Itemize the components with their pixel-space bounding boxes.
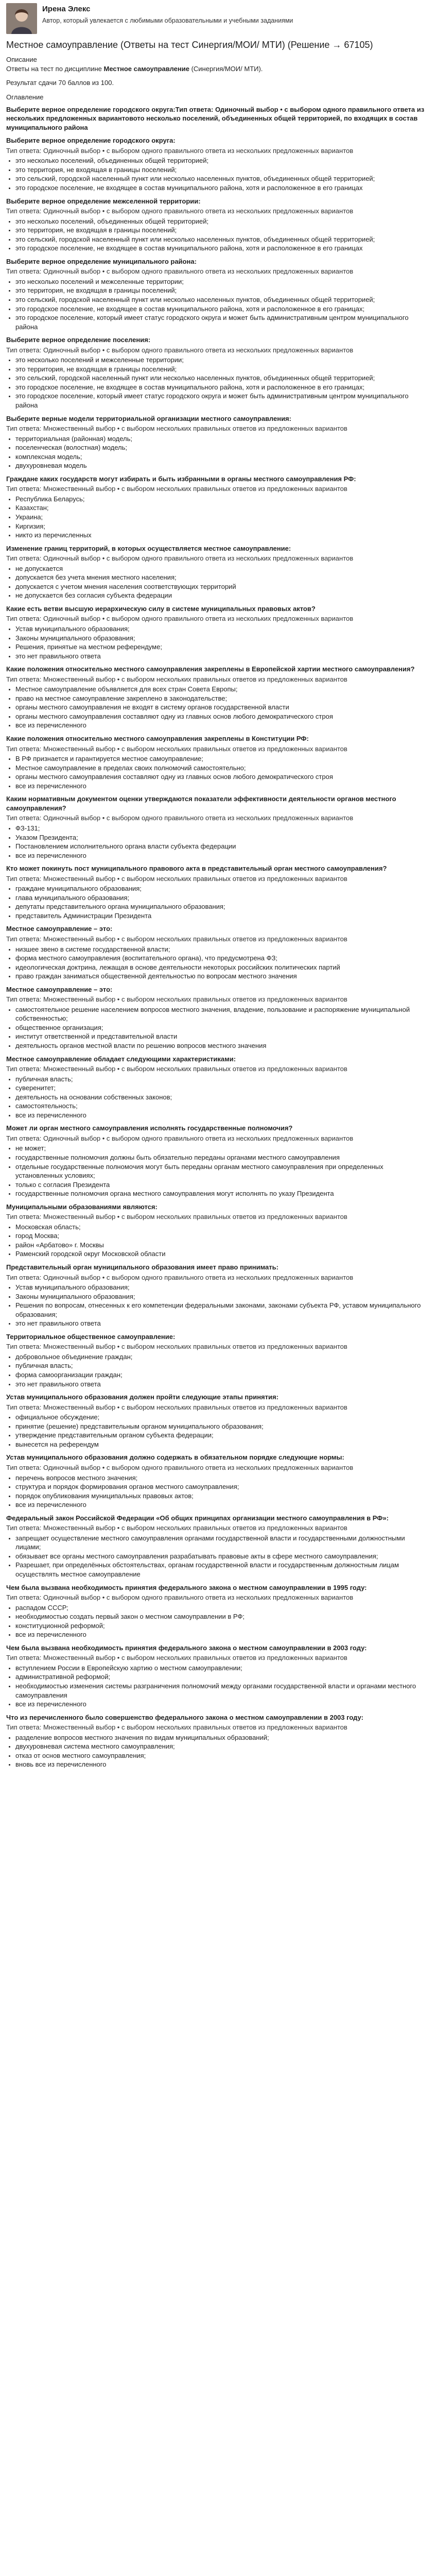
answer-option: • государственные полномочия должны быть обязательно переданы органами местного самоуправления: [15, 1153, 430, 1162]
answer-option: • не может;: [15, 1144, 430, 1153]
answer-type: Тип ответа: Множественный выбор • с выбором нескольких правильных ответов из предложенных вариантов: [6, 935, 347, 943]
answer-type: Тип ответа: Одиночный выбор • с выбором одного правильного ответа из нескольких предложенных вариантов: [6, 1594, 354, 1602]
answer-option: • Разрешает, при определённых обстоятельствах, органам государственной власти и государственным должностным лицам осуществлять местное самоуправление: [15, 1561, 430, 1579]
answer-option: • это нет правильного ответа: [15, 1319, 430, 1328]
question-block: [6, 794, 430, 860]
answer-option: • порядок опубликования муниципальных правовых актов;: [15, 1492, 430, 1501]
answer-option: • вступлением России в Европейскую хартию о местном самоуправлении;: [15, 1664, 430, 1673]
answer-type: Тип ответа: Одиночный выбор • с выбором одного правильного ответа из нескольких предложенных вариантов: [6, 814, 354, 822]
answer-option: • Местное самоуправление в пределах своих полномочий самостоятельно;: [15, 764, 430, 773]
question-block: [6, 1713, 430, 1769]
answer-option: • административной реформой;: [15, 1672, 430, 1682]
answer-option: • необходимостью создать первый закон о местном самоуправлении в РФ;: [15, 1612, 430, 1621]
answer-option: • представитель Администрации Президента: [15, 911, 430, 921]
answer-option: • идеологическая доктрина, лежащая в основе деятельности некоторых российских политических партий: [15, 963, 430, 972]
question-text: Граждане каких государств могут избирать и быть избранными в органы местного самоуправления РФ:: [6, 474, 356, 483]
answer-options: [6, 277, 430, 331]
description-label: Описание: [6, 56, 37, 64]
question-block: [6, 924, 430, 980]
answer-option: • все из перечисленного: [15, 851, 430, 860]
question-block: [6, 335, 430, 410]
answer-type: Тип ответа: Множественный выбор • с выбором нескольких правильных ответов из предложенных вариантов: [6, 995, 347, 1004]
answer-option: • комплексная модель;: [15, 452, 430, 462]
answer-type: Тип ответа: Одиночный выбор • с выбором одного правильного ответа из нескольких предложенных вариантов: [6, 346, 354, 354]
avatar-photo-icon: [6, 3, 37, 34]
question-text: Муниципальными образованиями являются:: [6, 1202, 158, 1211]
answer-option: • необходимостью изменения системы разграничения полномочий между органами государственной власти и органами местного самоуправления: [15, 1682, 430, 1700]
answer-option: • это городское поселение, не входящее в состав муниципального района, хотя и расположенное в его границах;: [15, 304, 430, 314]
question-block: [6, 1055, 430, 1120]
answer-option: • все из перечисленного: [15, 782, 430, 791]
answer-option: • структура и порядок формирования органов местного самоуправления;: [15, 1482, 430, 1492]
answer-type: Тип ответа: Множественный выбор • с выбором нескольких правильных ответов из предложенных вариантов: [6, 1213, 347, 1221]
answer-option: • самостоятельное решение населением вопросов местного значения, владение, пользование и распоряжение муниципальной собственностью;: [15, 1005, 430, 1023]
answer-option: • это сельский, городской населенный пункт или несколько населенных пунктов, объединенных общей территорией;: [15, 174, 430, 183]
answer-option: • запрещает осуществление местного самоуправления органами государственной власти и государственными должностными лицами;: [15, 1534, 430, 1552]
answer-option: • низшее звено в системе государственной власти;: [15, 945, 430, 954]
author-header: [6, 3, 430, 34]
answer-option: • Устав муниципального образования;: [15, 1283, 430, 1292]
answer-option: • Московская область;: [15, 1223, 430, 1232]
answer-option: • суверенитет;: [15, 1083, 430, 1093]
question-text: Местное самоуправление – это:: [6, 985, 113, 993]
answer-option: • самостоятельность;: [15, 1101, 430, 1111]
answer-option: • органы местного самоуправления составляют одну из главных основ любого демократического строя: [15, 772, 430, 782]
question-text: Чем была вызвана необходимость принятия федерального закона о местном самоуправлении в 2003 году:: [6, 1643, 367, 1652]
answer-options: [6, 156, 430, 192]
answer-option: • принятие (решение) представительным органом муниципального образования;: [15, 1422, 430, 1431]
answer-option: • вновь все из перечисленного: [15, 1760, 430, 1769]
answer-option: • добровольное объединение граждан;: [15, 1352, 430, 1362]
answer-options: [6, 754, 430, 790]
answer-option: • В РФ признается и гарантируется местное самоуправление;: [15, 754, 430, 764]
answer-option: • Указом Президента;: [15, 833, 430, 842]
answer-options: [6, 1144, 430, 1198]
description-section: [6, 55, 430, 101]
answer-option: • это несколько поселений, объединенных общей территорией;: [15, 156, 430, 165]
answer-option: • отдельные государственные полномочия могут быть переданы органам местного самоуправления при определенных установленных условиях;: [15, 1162, 430, 1180]
answer-type: Тип ответа: Множественный выбор • с выбором нескольких правильных ответов из предложенных вариантов: [6, 1654, 347, 1662]
answer-option: • перечень вопросов местного значения;: [15, 1473, 430, 1483]
answer-option: • Местное самоуправление объявляется для всех стран Совета Европы;: [15, 685, 430, 694]
question-text: Каким нормативным документом оценки утверждаются показатели эффективности деятельности органов местного самоуправления?: [6, 795, 396, 812]
answer-option: • ФЗ-131;: [15, 824, 430, 833]
answer-type: Тип ответа: Множественный выбор • с выбором нескольких правильных ответов из предложенных вариантов: [6, 1524, 347, 1532]
answer-option: • это сельский, городской населенный пункт или несколько населенных пунктов, объединенных общей территорией;: [15, 295, 430, 304]
answer-options: [6, 1005, 430, 1050]
answer-option: • Законы муниципального образования;: [15, 634, 430, 643]
question-text: Чем была вызвана необходимость принятия федерального закона о местном самоуправлении в 1995 году:: [6, 1583, 367, 1591]
answer-option: • обязывает все органы местного самоуправления разрабатывать правовые акты в сфере местного самоуправления;: [15, 1552, 430, 1561]
answer-options: [6, 355, 430, 410]
answer-option: • все из перечисленного: [15, 1111, 430, 1120]
answer-option: • это нет правильного ответа: [15, 652, 430, 661]
answer-type: Тип ответа: Множественный выбор • с выбором нескольких правильных ответов из предложенных вариантов: [6, 485, 347, 493]
answer-type: Тип ответа: Множественный выбор • с выбором нескольких правильных ответов из предложенных вариантов: [6, 675, 347, 683]
answer-options: [6, 624, 430, 660]
answer-option: • граждане муниципального образования;: [15, 884, 430, 893]
answer-option: • это городское поселение, который имеет статус городского округа и может быть административным центром муниципального района: [15, 392, 430, 410]
answer-option: • органы местного самоуправления не входят в систему органов государственной власти: [15, 703, 430, 712]
question-block: [6, 734, 430, 790]
answer-option: • Постановлением исполнительного органа власти субъекта федерации: [15, 842, 430, 851]
answer-options: [6, 884, 430, 920]
question-block: [6, 985, 430, 1050]
discipline-name: Местное самоуправление: [103, 64, 189, 73]
answer-option: • территориальная (районная) модель;: [15, 434, 430, 444]
question-text: Федеральный закон Российской Федерации «Об общих принципах организации местного самоуправления в РФ»:: [6, 1514, 389, 1522]
question-text: Какие положения относительно местного самоуправления закреплены в Европейской хартии местного самоуправления?: [6, 665, 415, 673]
answer-options: [6, 945, 430, 981]
answer-options: [6, 1473, 430, 1510]
answer-options: [6, 1075, 430, 1120]
answer-option: • деятельность органов местной власти по решению вопросов местного значения: [15, 1041, 430, 1050]
answer-option: • конституционной реформой;: [15, 1621, 430, 1631]
answer-option: • Решения, принятые на местном референдуме;: [15, 642, 430, 652]
toc-label: Оглавление: [6, 93, 44, 101]
avatar[interactable]: [6, 3, 37, 34]
answer-option: • глава муниципального образования;: [15, 893, 430, 903]
author-name[interactable]: Ирена Элекс: [42, 5, 91, 13]
answer-option: • отказ от основ местного самоуправления;: [15, 1751, 430, 1760]
answer-options: [6, 1283, 430, 1328]
answer-option: • все из перечисленного: [15, 721, 430, 730]
answer-type: Тип ответа: Одиночный выбор • с выбором одного правильного ответа из нескольких предложенных вариантов: [6, 1273, 354, 1281]
answer-option: • это городское поселение, не входящее в состав муниципального района, хотя и расположенное в его границах: [15, 183, 430, 193]
question-block: [6, 1332, 430, 1388]
answer-option: • это территория, не входящая в границы поселений;: [15, 365, 430, 374]
answer-option: • это нет правильного ответа: [15, 1380, 430, 1389]
answer-option: • общественное организация;: [15, 1023, 430, 1032]
answer-options: [6, 1534, 430, 1579]
answer-option: • органы местного самоуправления составляют одну из главных основ любого демократического строя: [15, 712, 430, 721]
answer-options: [6, 1413, 430, 1449]
answer-option: • допускается без учета мнения местного населения;: [15, 573, 430, 582]
answer-option: • утверждение представительным органом субъекта федерации;: [15, 1431, 430, 1440]
answer-option: • деятельность на основании собственных законов;: [15, 1093, 430, 1102]
answer-option: • район «Арбатово» г. Москвы: [15, 1241, 430, 1250]
question-block: [6, 1124, 430, 1198]
answer-options: [6, 1733, 430, 1769]
question-text: Выберите верное определение городского округа:Тип ответа: Одиночный выбор • с выбором одного правильного ответа из нескольких предложенных вариантовото несколько поселений, объединенных общей территорией, по входящих в состав муниципального района: [6, 105, 425, 131]
question-block: [6, 257, 430, 331]
answer-type: Тип ответа: Множественный выбор • с выбором нескольких правильных ответов из предложенных вариантов: [6, 425, 347, 433]
question-block: [6, 197, 430, 253]
answer-option: • официальное обсуждение;: [15, 1413, 430, 1422]
answer-option: • все из перечисленного: [15, 1630, 430, 1639]
question-text: Выберите верное определение поселения:: [6, 336, 151, 344]
answer-type: Тип ответа: Множественный выбор • с выбором нескольких правильных ответов из предложенных вариантов: [6, 1065, 347, 1073]
discipline-suffix: (Синергия/МОИ/ МТИ).: [191, 64, 263, 73]
answer-option: • Законы муниципального образования;: [15, 1292, 430, 1301]
question-text: Выберите верное определение межселенной территории:: [6, 197, 201, 205]
answer-type: Тип ответа: Одиночный выбор • с выбором одного правильного ответа из нескольких предложенных вариантов: [6, 1134, 354, 1142]
answer-options: [6, 1352, 430, 1388]
question-block: [6, 1643, 430, 1709]
answer-type: Тип ответа: Одиночный выбор • с выбором одного правильного ответа из нескольких предложенных вариантов: [6, 146, 354, 155]
result-line: Результат сдачи 70 баллов из 100.: [6, 79, 114, 87]
answer-option: • двухуровневая система местного самоуправления;: [15, 1742, 430, 1751]
answer-option: • публичная власть;: [15, 1075, 430, 1084]
answer-option: • не допускается без согласия субъекта федерации: [15, 591, 430, 600]
answer-option: • это несколько поселений, объединенных общей территорией;: [15, 217, 430, 226]
questions-list: [6, 105, 430, 1769]
question-text: Кто может покинуть пост муниципального правового акта в представительный орган местного самоуправления?: [6, 865, 387, 873]
question-text: Какие положения относительно местного самоуправления закреплены в Конституции РФ:: [6, 735, 309, 743]
answer-type: Тип ответа: Одиночный выбор • с выбором одного правильного ответа из нескольких предложенных вариантов: [6, 207, 354, 215]
answer-option: • это городское поселение, не входящее в состав муниципального района, хотя и расположенное в его границах;: [15, 383, 430, 392]
page-title: Местное самоуправление (Ответы на тест Синергия/МОИ/ МТИ) (Решение → 67105): [6, 40, 373, 50]
answer-options: [6, 217, 430, 253]
question-block: [6, 414, 430, 470]
answer-option: • форма местного самоуправления (воспитательного органа), что предусмотрена ФЗ;: [15, 954, 430, 963]
answer-options: [6, 1223, 430, 1259]
answer-type: Тип ответа: Одиночный выбор • с выбором одного правильного ответа из нескольких предложенных вариантов: [6, 554, 354, 563]
question-text: Выберите верное определение городского округа:: [6, 137, 176, 145]
answer-option: • только с согласия Президента: [15, 1180, 430, 1190]
answer-option: • это несколько поселений и межселенные территории;: [15, 277, 430, 286]
answer-option: • право на местное самоуправление закреплено в законодательстве;: [15, 694, 430, 703]
question-text: Устав муниципального образования должен пройти следующие этапы принятия:: [6, 1393, 278, 1401]
answer-type: Тип ответа: Множественный выбор • с выбором нескольких правильных ответов из предложенных вариантов: [6, 744, 347, 753]
question-text: Местное самоуправление обладает следующими характеристиками:: [6, 1055, 236, 1063]
answer-option: • двухуровневая модель: [15, 461, 430, 470]
answer-option: • разделение вопросов местного значения по видам муниципальных образований;: [15, 1733, 430, 1742]
answer-type: Тип ответа: Множественный выбор • с выбором нескольких правильных ответов из предложенных вариантов: [6, 1723, 347, 1732]
answer-option: • это городское поселение, не входящее в состав муниципального района, хотя и расположенное в его границах: [15, 244, 430, 253]
answer-options: [6, 564, 430, 600]
answer-option: • Украина;: [15, 513, 430, 522]
answer-option: • это сельский, городской населенный пункт или несколько населенных пунктов, объединенных общей территорией;: [15, 374, 430, 383]
answer-option: • это несколько поселений и межселенные территории;: [15, 355, 430, 365]
question-block: [6, 1514, 430, 1579]
answer-option: • вынесется на референдум: [15, 1440, 430, 1449]
answer-option: • все из перечисленного: [15, 1700, 430, 1709]
answer-type: Тип ответа: Одиночный выбор • с выбором одного правильного ответа из нескольких предложенных вариантов: [6, 615, 354, 623]
answer-option: • это сельский, городской населенный пункт или несколько населенных пунктов, объединенных общей территорией;: [15, 235, 430, 244]
question-text: Территориальное общественное самоуправление:: [6, 1332, 176, 1341]
answer-option: • это городское поселение, который имеет статус городского округа и может быть административным центром муниципального района: [15, 313, 430, 331]
answer-option: • допускается с учетом мнения населения соответствующих территорий: [15, 582, 430, 591]
answer-option: • право граждан заниматься общественной деятельностью по вопросам местного значения: [15, 972, 430, 981]
answer-option: • не допускается: [15, 564, 430, 573]
answer-option: • Казахстан;: [15, 503, 430, 513]
answer-type: Тип ответа: Одиночный выбор • с выбором одного правильного ответа из нескольких предложенных вариантов: [6, 267, 354, 276]
answer-options: [6, 824, 430, 860]
question-block: [6, 105, 430, 132]
question-block: [6, 665, 430, 730]
answer-option: • это территория, не входящая в границы поселений;: [15, 286, 430, 295]
question-text: Устав муниципального образования должно содержать в обязательном порядке следующие нормы:: [6, 1453, 344, 1462]
answer-option: • депутаты представительного органа муниципального образования;: [15, 902, 430, 911]
question-text: Что из перечисленного было совершенство федерального закона о местном самоуправлении в 2003 году:: [6, 1713, 363, 1721]
question-text: Выберите верное определение муниципального района:: [6, 257, 197, 265]
question-text: Может ли орган местного самоуправления исполнять государственные полномочия?: [6, 1124, 293, 1132]
question-block: [6, 1453, 430, 1509]
answer-option: • государственные полномочия органа местного самоуправления могут исполнять по указу Президента: [15, 1189, 430, 1198]
answer-option: • Киргизия;: [15, 522, 430, 531]
question-block: [6, 1263, 430, 1328]
answer-type: Тип ответа: Множественный выбор • с выбором нескольких правильных ответов из предложенных вариантов: [6, 1403, 347, 1411]
answer-options: [6, 495, 430, 540]
question-block: [6, 544, 430, 600]
question-block: [6, 136, 430, 192]
answer-option: • институт ответственной и представительной власти: [15, 1032, 430, 1041]
question-text: Местное самоуправление – это:: [6, 925, 113, 933]
question-block: [6, 864, 430, 920]
answer-option: • форма самоорганизации граждан;: [15, 1370, 430, 1380]
answer-type: Тип ответа: Множественный выбор • с выбором нескольких правильных ответов из предложенных вариантов: [6, 874, 347, 883]
answer-option: • распадом СССР;: [15, 1603, 430, 1613]
question-block: [6, 1202, 430, 1259]
question-text: Какие есть ветви высшую иерархическую силу в системе муниципальных правовых актов?: [6, 604, 316, 613]
discipline-prefix: Ответы на тест по дисциплине: [6, 64, 102, 73]
question-block: [6, 604, 430, 660]
answer-option: • все из перечисленного: [15, 1500, 430, 1510]
question-text: Выберите верные модели территориальной организации местного самоуправления:: [6, 414, 291, 422]
answer-type: Тип ответа: Множественный выбор • с выбором нескольких правильных ответов из предложенных вариантов: [6, 1343, 347, 1351]
question-text: Изменение границ территорий, в которых осуществляется местное самоуправление:: [6, 544, 291, 552]
discipline-line: [6, 65, 263, 73]
question-block: [6, 474, 430, 540]
answer-option: • это территория, не входящая в границы поселений;: [15, 226, 430, 235]
author-description: Автор, который увлекается с любимыми образовательными и учебными заданиями: [42, 17, 293, 25]
answer-option: • Устав муниципального образования;: [15, 624, 430, 634]
question-block: [6, 1583, 430, 1639]
answer-option: • Раменский городской округ Московской области: [15, 1249, 430, 1259]
answer-option: • это территория, не входящая в границы поселений;: [15, 165, 430, 175]
answer-option: • публичная власть;: [15, 1361, 430, 1370]
question-block: [6, 1393, 430, 1449]
answer-option: • Республика Беларусь;: [15, 495, 430, 504]
answer-options: [6, 1664, 430, 1709]
answer-options: [6, 685, 430, 730]
answer-type: Тип ответа: Одиночный выбор • с выбором одного правильного ответа из нескольких предложенных вариантов: [6, 1463, 354, 1471]
question-text: Представительный орган муниципального образования имеет право принимать:: [6, 1263, 278, 1272]
answer-option: • поселенческая (волостная) модель;: [15, 443, 430, 452]
answer-option: • Решения по вопросам, отнесенных к его компетенции федеральными законами, законами субъекта РФ, уставом муниципального образования;: [15, 1301, 430, 1319]
answer-options: [6, 434, 430, 470]
answer-options: [6, 1603, 430, 1639]
answer-option: • никто из перечисленных: [15, 531, 430, 540]
answer-option: • город Москва;: [15, 1231, 430, 1241]
author-info: [42, 3, 293, 25]
